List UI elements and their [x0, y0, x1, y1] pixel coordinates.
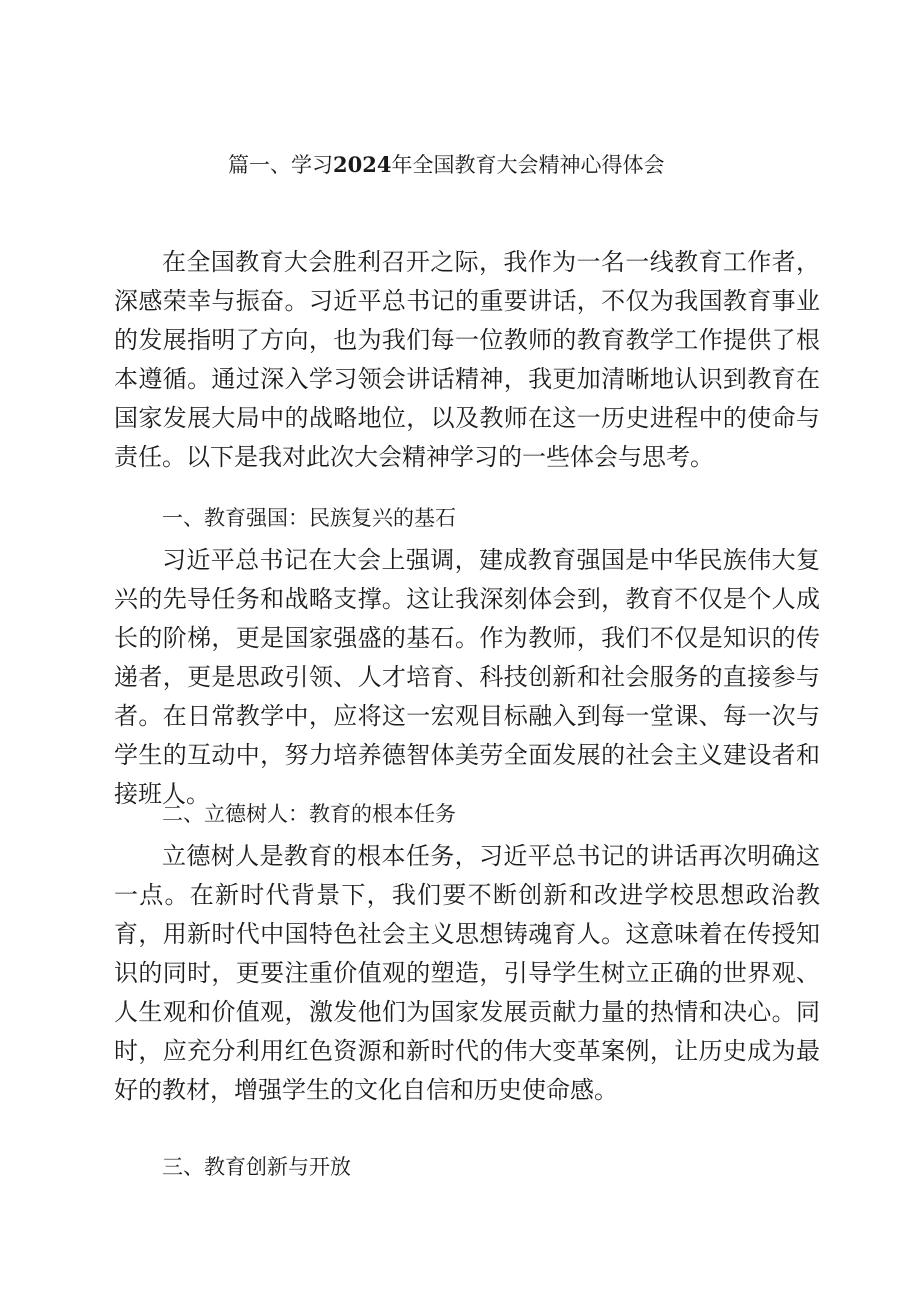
title-year: 2024	[333, 152, 392, 177]
intro-paragraph: 在全国教育大会胜利召开之际，我作为一名一线教育工作者，深感荣幸与振奋。习近平总书记的重要讲话，不仅为我国教育事业的发展指明了方向，也为我们每一位教师的教育教学工作提供了根本遵循。通过深入学习领会讲话精神，我更加清晰地认识到教育在国家发展大局中的战略地位，以及教师在这一历史进程中的使命与责任。以下是我对此次大会精神学习的一些体会与思考。	[114, 248, 820, 471]
section1-heading: 一、教育强国：民族复兴的基石	[162, 506, 456, 530]
intro-block	[114, 243, 820, 477]
section2-heading-block	[114, 793, 820, 835]
document-title	[228, 150, 664, 180]
section2-block	[114, 837, 820, 1110]
section1-paragraph: 习近平总书记在大会上强调，建成教育强国是中华民族伟大复兴的先导任务和战略支撑。这让我深刻体会到，教育不仅是个人成长的阶梯，更是国家强盛的基石。作为教师，我们不仅是知识的传递者，更是思政引领、人才培育、科技创新和社会服务的直接参与者。在日常教学中，应将这一宏观目标融入到每一堂课、每一次与学生的互动中，努力培养德智体美劳全面发展的社会主义建设者和接班人。	[114, 546, 820, 808]
section2-paragraph: 立德树人是教育的根本任务，习近平总书记的讲话再次明确这一点。在新时代背景下，我们要不断创新和改进学校思想政治教育，用新时代中国特色社会主义思想铸魂育人。这意味着在传授知识的同时，更要注重价值观的塑造，引导学生树立正确的世界观、人生观和价值观，激发他们为国家发展贡献力量的热情和决心。同时，应充分利用红色资源和新时代的伟大变革案例，让历史成为最好的教材，增强学生的文化自信和历史使命感。	[114, 842, 820, 1104]
section2-heading: 二、立德树人：教育的根本任务	[162, 802, 456, 826]
section1-block	[114, 541, 820, 814]
title-prefix: 篇一、学习	[228, 153, 333, 177]
title-suffix: 年全国教育大会精神心得体会	[391, 153, 665, 177]
section3-heading-block	[114, 1146, 820, 1188]
section1-heading-block	[114, 497, 820, 539]
section3-heading: 三、教育创新与开放	[162, 1155, 351, 1179]
